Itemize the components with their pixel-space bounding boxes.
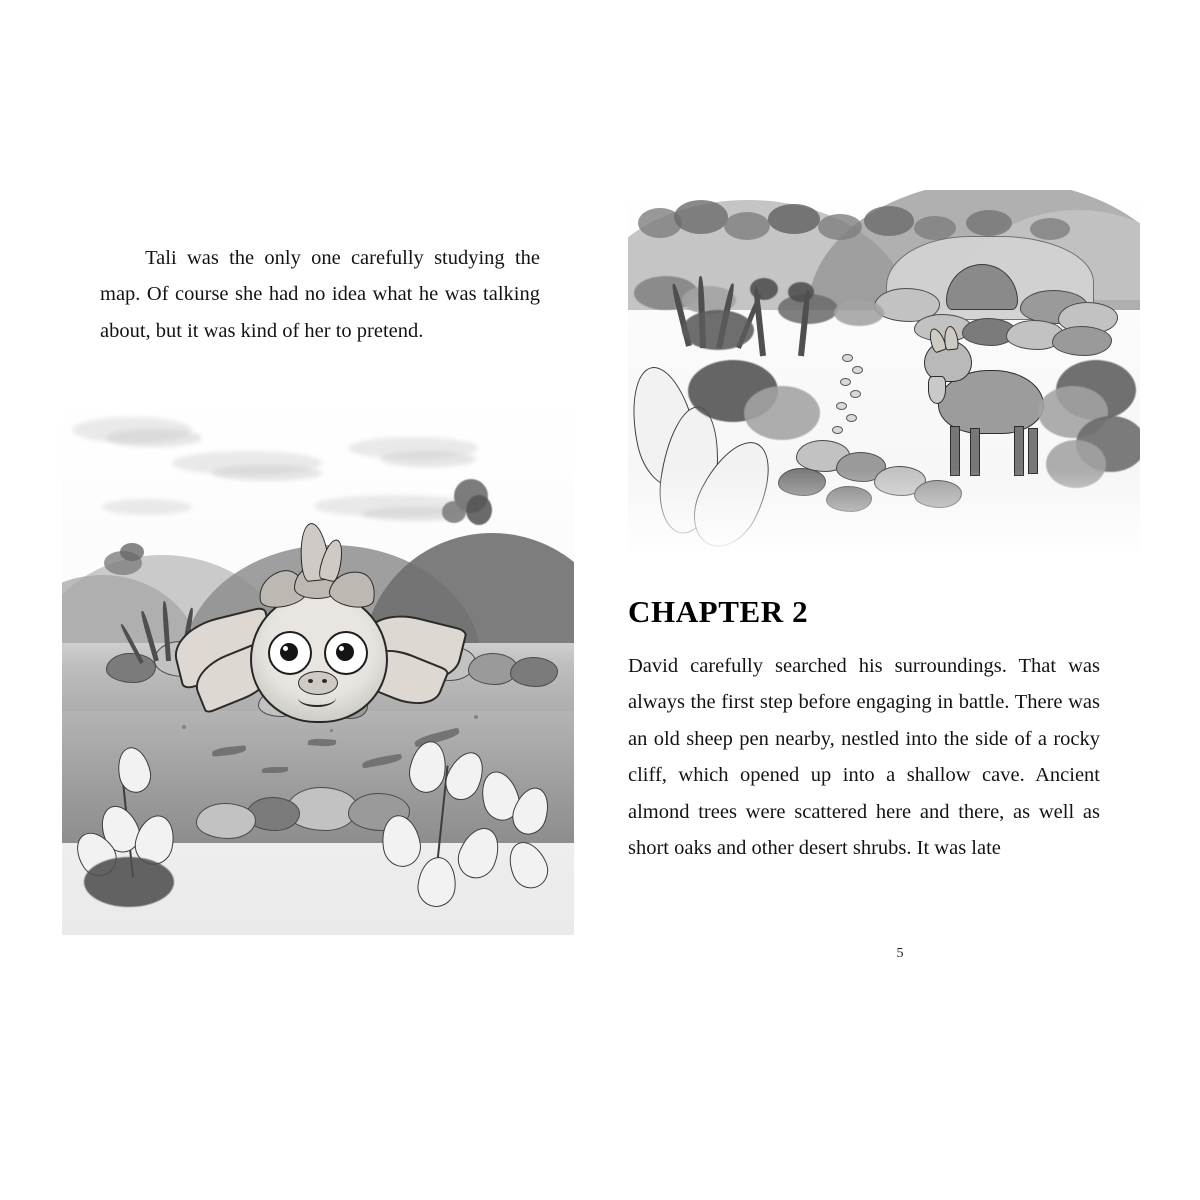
sheep-pen-rocky-cliff-goat-illustration [628,190,1140,580]
path-stone [840,378,851,386]
right-page [600,0,1200,1200]
bush-shape [834,300,884,326]
path-stone [842,354,853,362]
path-stone [832,426,843,434]
tree-icon [864,206,914,236]
sheep-pen-stone [1052,326,1112,356]
illustration-fade [628,470,1140,580]
path-stone [850,390,861,398]
goat-leg [1014,426,1024,476]
goat-leg [950,426,960,476]
goat-beard [928,376,946,404]
tree-icon [966,210,1012,236]
path-stone [846,414,857,422]
bush-shape [744,386,820,440]
tree-icon [674,200,728,234]
tree-icon [724,212,770,240]
rock-shape [510,657,558,687]
goat-leg [1028,428,1038,474]
rock-shape [106,653,156,683]
chapter-heading: CHAPTER 2 [628,594,809,629]
goat-leg [970,428,980,476]
tree-icon [1030,218,1070,240]
tree-icon [818,214,862,240]
thistle-head [788,282,814,302]
bush-shape [682,310,754,350]
path-stone [836,402,847,410]
path-stone [852,366,863,374]
left-page-paragraph: Tali was the only one carefully studying the map. Of course she had no idea what he was talking about, but it was kind of her to pretend. [100,247,540,342]
page-number: 5 [896,946,904,961]
tree-icon [768,204,820,234]
right-page-paragraph: David carefully searched his surroundings. That was always the first step before engaging in battle. There was an old sheep pen nearby, nestled into the side of a rocky cliff, which opened up into a shallow cave. Ancient almond trees were scattered here and there, as well as short oaks and other desert shrubs. It was late [628,655,1100,860]
rock-shape [196,803,256,839]
creature-peeking-over-water-illustration [62,395,574,935]
thistle-head [750,278,778,300]
